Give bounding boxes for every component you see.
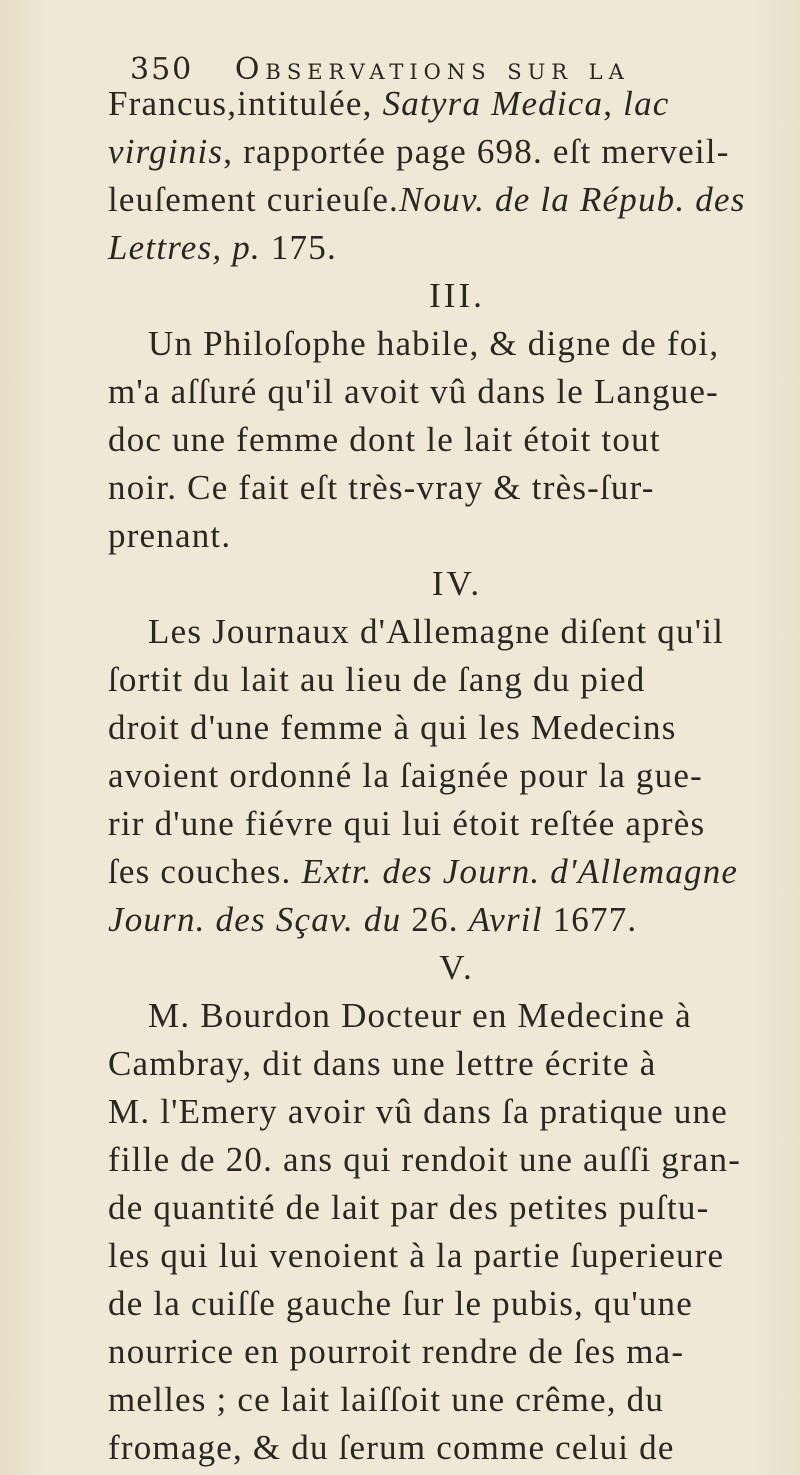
italic-run: virginis	[108, 132, 224, 171]
text-run: leuſement curieuſe.	[108, 180, 400, 219]
text-line	[108, 80, 788, 128]
text-run: doc une femme dont le lait étoit tout	[108, 420, 661, 459]
page-body	[108, 80, 788, 1472]
text-line	[108, 1184, 788, 1232]
text-line	[108, 416, 788, 464]
text-run: 175.	[260, 228, 337, 267]
text-run: ſortit du lait au lieu de ſang du pied	[108, 660, 646, 699]
text-run: prenant.	[108, 516, 232, 555]
text-run: Cambray, dit dans une lettre écrite à	[108, 1044, 657, 1083]
italic-run: lac	[623, 84, 670, 123]
text-run: nourrice en pourroit rendre de ſes ma-	[108, 1332, 685, 1371]
italic-run: Nouv. de la Répub. des	[399, 180, 746, 219]
italic-run: Journ. des Sçav. du	[108, 900, 402, 939]
text-run: de la cuiſſe gauche ſur le pubis, qu'une	[108, 1284, 693, 1323]
section-heading	[108, 560, 788, 608]
text-run: rir d'une fiévre qui lui étoit reſtée après	[108, 804, 706, 843]
text-run: M. Bourdon Docteur en Medecine à	[148, 996, 692, 1035]
text-line	[108, 800, 788, 848]
text-run: ,	[603, 84, 624, 123]
text-line	[108, 1376, 788, 1424]
text-run: droit d'une femme à qui les Medecins	[108, 708, 677, 747]
text-line	[108, 1040, 788, 1088]
text-run: avoient ordonné la ſaignée pour la gue-	[108, 756, 703, 795]
text-line	[108, 176, 788, 224]
text-line	[108, 896, 788, 944]
text-line	[108, 1232, 788, 1280]
italic-run: Avril	[468, 900, 543, 939]
text-run: de quantité de lait par des petites puſtu-	[108, 1188, 710, 1227]
text-run: 1677.	[542, 900, 638, 939]
text-line	[108, 608, 788, 656]
text-run: fille de 20. ans qui rendoit une auſſi gran-	[108, 1140, 742, 1179]
text-run: Francus,intitulée,	[108, 84, 383, 123]
text-line	[108, 320, 788, 368]
italic-run: Extr. des Journ. d'Allemagne	[301, 852, 739, 891]
text-line	[108, 1424, 788, 1472]
text-line	[108, 1136, 788, 1184]
section-heading	[108, 272, 788, 320]
text-line	[108, 368, 788, 416]
text-run: Un Philoſophe habile, & digne de foi,	[148, 324, 720, 363]
text-line	[108, 848, 788, 896]
section-heading	[108, 944, 788, 992]
italic-run: Satyra Medica	[382, 84, 604, 123]
text-run: fromage, & du ſerum comme celui de	[108, 1428, 675, 1467]
text-line	[108, 1088, 788, 1136]
section-number: IV.	[431, 564, 483, 603]
text-run: noir. Ce fait eſt très-vray & très-ſur-	[108, 468, 655, 507]
text-run: , rapportée page 698. eſt merveil-	[223, 132, 730, 171]
page-number: 350	[130, 52, 194, 87]
text-line	[108, 464, 788, 512]
text-run: 26.	[401, 900, 469, 939]
text-line	[108, 704, 788, 752]
text-line	[108, 512, 788, 560]
text-line	[108, 992, 788, 1040]
italic-run: Lettres, p.	[108, 228, 261, 267]
text-line	[108, 656, 788, 704]
text-run: m'a aſſuré qu'il avoit vû dans le Langue-	[108, 372, 719, 411]
text-line	[108, 1328, 788, 1376]
section-number: III.	[429, 276, 485, 315]
text-run: melles ; ce lait laiſſoit une crême, du	[108, 1380, 665, 1419]
text-run: M. l'Emery avoir vû dans ſa pratique une	[108, 1092, 728, 1131]
text-line	[108, 224, 788, 272]
text-run: ſes couches.	[108, 852, 302, 891]
section-number: V.	[439, 948, 475, 987]
text-run: les qui lui venoient à la partie ſuperieure	[108, 1236, 725, 1275]
text-line	[108, 1280, 788, 1328]
text-line	[108, 128, 788, 176]
text-line	[108, 752, 788, 800]
running-title: Observations sur la	[234, 52, 630, 87]
text-run: Les Journaux d'Allemagne diſent qu'il	[148, 612, 725, 651]
